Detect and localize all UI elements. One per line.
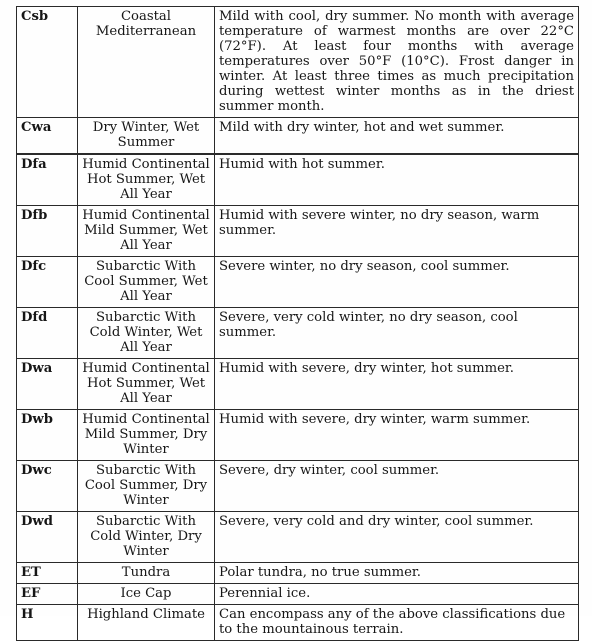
climate-code: Dfc: [17, 257, 78, 308]
climate-code: Dwd: [17, 512, 78, 563]
climate-code: ET: [17, 563, 78, 584]
table-row: [17, 257, 579, 308]
climate-description: Severe, dry winter, cool summer.: [215, 461, 579, 512]
climate-name: Subarctic With Cool Summer, Wet All Year: [78, 257, 215, 308]
climate-description: Perennial ice.: [215, 584, 579, 605]
climate-classification-table: [16, 6, 579, 641]
climate-name: Humid Continental Hot Summer, Wet All Year: [78, 359, 215, 410]
table-row: [17, 7, 579, 118]
table-row: [17, 308, 579, 359]
climate-name: Subarctic With Cold Winter, Wet All Year: [78, 308, 215, 359]
climate-code: Dfa: [17, 154, 78, 206]
climate-description: Mild with dry winter, hot and wet summer.: [215, 118, 579, 155]
climate-code: EF: [17, 584, 78, 605]
climate-description: Severe winter, no dry season, cool summer.: [215, 257, 579, 308]
climate-name: Humid Continental Hot Summer, Wet All Year: [78, 154, 215, 206]
table-row: [17, 461, 579, 512]
climate-name: Subarctic With Cold Winter, Dry Winter: [78, 512, 215, 563]
climate-description: Polar tundra, no true summer.: [215, 563, 579, 584]
table-row: [17, 563, 579, 584]
table-row: [17, 206, 579, 257]
climate-code: Dwb: [17, 410, 78, 461]
table-row: [17, 359, 579, 410]
table-row: [17, 410, 579, 461]
table-row: [17, 512, 579, 563]
climate-name: Tundra: [78, 563, 215, 584]
climate-description: Severe, very cold winter, no dry season, cool summer.: [215, 308, 579, 359]
table-row: [17, 605, 579, 641]
climate-description: Humid with severe, dry winter, hot summer.: [215, 359, 579, 410]
climate-name: Coastal Mediterranean: [78, 7, 215, 118]
climate-code: H: [17, 605, 78, 641]
climate-description: Humid with hot summer.: [215, 154, 579, 206]
climate-description: Can encompass any of the above classifications due to the mountainous terrain.: [215, 605, 579, 641]
climate-code: Cwa: [17, 118, 78, 155]
climate-code: Dfd: [17, 308, 78, 359]
climate-description: Humid with severe, dry winter, warm summer.: [215, 410, 579, 461]
climate-name: Highland Climate: [78, 605, 215, 641]
table-row: [17, 584, 579, 605]
climate-code: Csb: [17, 7, 78, 118]
climate-code: Dwa: [17, 359, 78, 410]
climate-code: Dwc: [17, 461, 78, 512]
climate-description: Mild with cool, dry summer. No month with average temperature of warmest months are over 22°C (72°F). At least four months with average temperatures over 50°F (10°C). Frost danger in winter. At least three times as much precipitation during wettest winter months as in the driest summer month.: [215, 7, 579, 118]
climate-description: Humid with severe winter, no dry season, warm summer.: [215, 206, 579, 257]
climate-name: Dry Winter, Wet Summer: [78, 118, 215, 155]
table-row: [17, 118, 579, 155]
climate-description: Severe, very cold and dry winter, cool summer.: [215, 512, 579, 563]
table-row: [17, 154, 579, 206]
climate-name: Humid Continental Mild Summer, Dry Winter: [78, 410, 215, 461]
climate-name: Humid Continental Mild Summer, Wet All Year: [78, 206, 215, 257]
climate-name: Ice Cap: [78, 584, 215, 605]
climate-name: Subarctic With Cool Summer, Dry Winter: [78, 461, 215, 512]
climate-code: Dfb: [17, 206, 78, 257]
